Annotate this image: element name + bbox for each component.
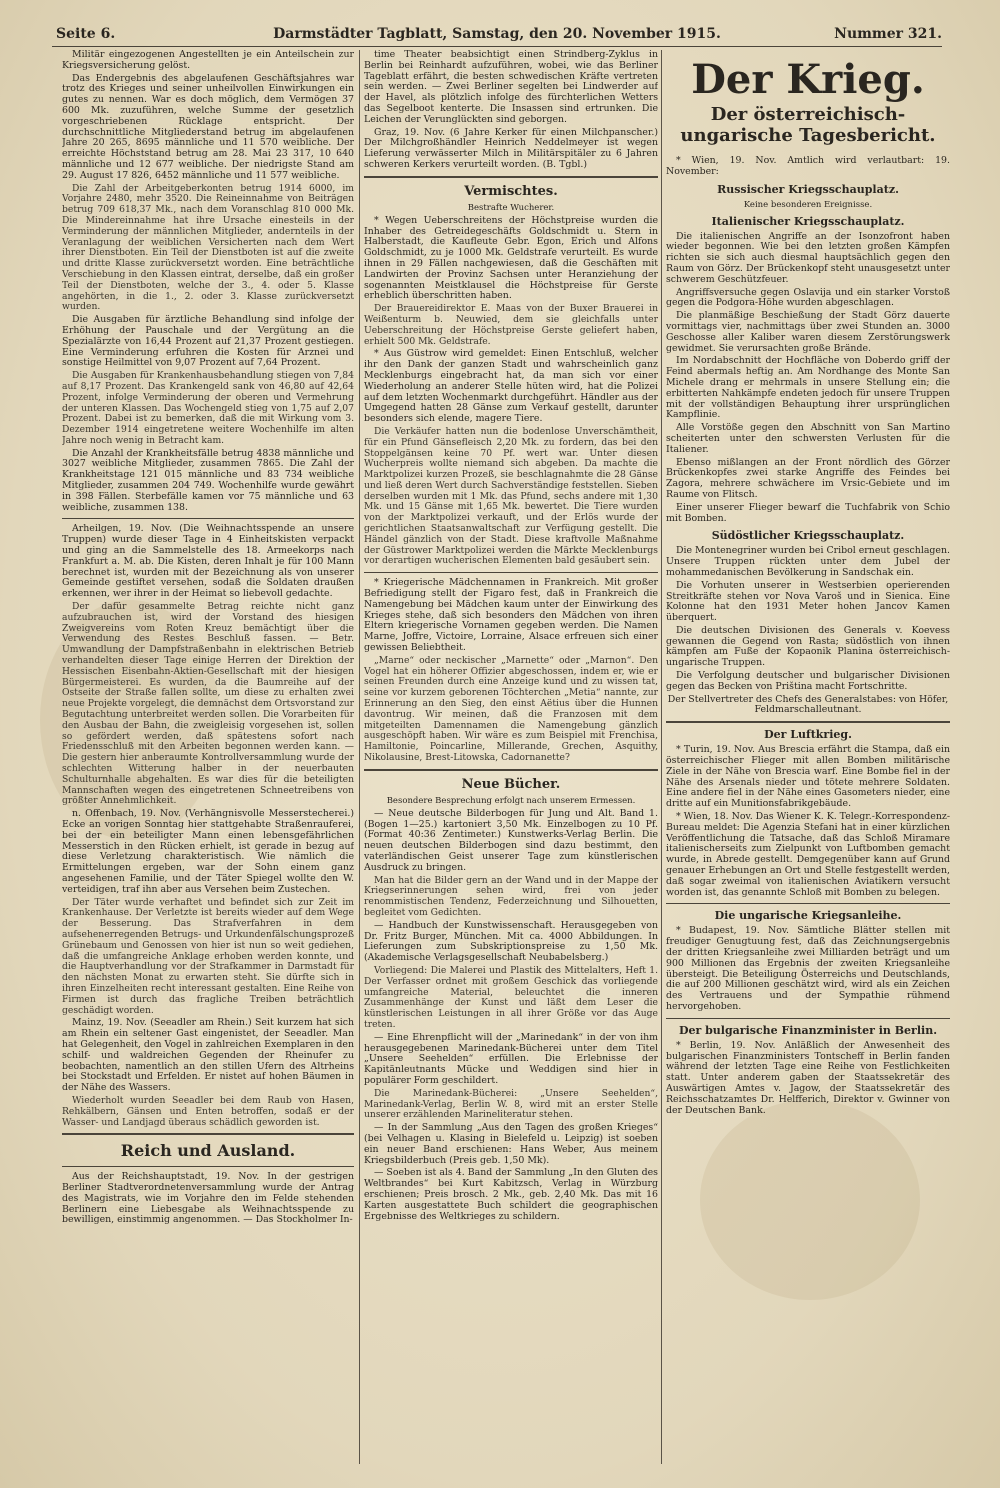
section-heading: Russischer Kriegsschauplatz.	[717, 182, 899, 196]
section-heading: Südöstlicher Kriegsschauplatz.	[711, 529, 905, 543]
article-text: Die Verfolgung deutscher und bulgarischer Divisionen gegen das Becken von Priština macht Fortschritte.	[666, 670, 950, 692]
article-text: Angriffsversuche gegen Oslavija und ein starker Vorstoß gegen die Podgora-Höhe wurden abgeschlagen.	[666, 286, 950, 309]
article-text: * Wien, 18. Nov. Das Wiener K. K. Telegr.-Korrespondenz-Bureau meldet: Die Agenzia Stefani hat in einer kürzlichen Veröffentlichung die Tatsache, daß das Schloß Miramare italienischerseits zum Zielpunkt von Luftbomben gemacht wurde, in Abrede gestellt. Demgegenüber kann auf Grund genauer Erhebungen an Ort und Stelle festgestellt werden, daß sogar zweimal von italienischen Aviatikern versucht worden ist, das genannte Schloß mit Bomben zu belegen.	[666, 811, 950, 898]
article-text: Die italienischen Angriffe an der Isonzofront haben wieder begonnen. Wie bei den letzten großen Kämpfen richten sie sich auch diesmal hauptsächlich gegen den Raum von Görz. Der Brückenkopf steht unausgesetzt unter schwerem Geschützfeuer.	[666, 230, 950, 285]
article-text: Graz, 19. Nov. (6 Jahre Kerker für einen Milchpanscher.) Der Milchgroßhändler Heinrich Neddelmeyer ist wegen Lieferung verwässerter Milch in Militärspitäler zu 6 Jahren schweren Kerkers verurteilt worden. (B. Tgbl.)	[364, 126, 658, 170]
article-text: * Budapest, 19. Nov. Sämtliche Blätter stellen mit freudiger Genugtuung fest, daß das Zeichnungsergebnis der dritten Kriegsanleihe zwei Milliarden beträgt und um 900 Millionen das Ergebnis der zweiten Kriegsanleihe übersteigt. Die Beteiligung Österreichs und Deutschlands, die auf 200 Millionen geschätzt wird, wird als ein Zeichen des Vertrauens und der Sympathie rühmend hervorgehoben.	[666, 925, 950, 1012]
article-text: time Theater beabsichtigt einen Strindberg-Zyklus in Berlin bei Reinhardt aufzuführen, wobei, wie das Berliner Tageblatt erfährt, die besten schwedischen Kräfte vertreten sein werden. — Zwei Berliner segelten bei Lindwerder auf der Havel, als plötzlich infolge des fürchterlichen Wetters das Segelboot kenterte. Die Insassen sind ertrunken. Die Leichen der Verunglückten sind geborgen.	[364, 50, 658, 125]
column-rule	[359, 50, 360, 1464]
section-heading: Vermischtes.	[464, 183, 558, 199]
article-text: * Berlin, 19. Nov. Anläßlich der Anwesenheit des bulgarischen Finanzministers Tontscheff in Berlin fanden während der letzten Tage eine Reihe von Festlichkeiten statt. Unter anderem gaben der Staatssekretär des Auswärtigen Amtes v. Jagow, der Staatssekretär des Reichsschatzamtes Dr. Helfferich, Direktor v. Gwinner von der Deutschen Bank.	[666, 1039, 950, 1116]
article-text: Mainz, 19. Nov. (Seeadler am Rhein.) Seit kurzem hat sich am Rhein ein seltener Gast eingenistet, der Seeadler. Man hat Gelegenheit, den Vogel in zahlreichen Exemplaren in den schilf- und waldreichen Gegenden der Rheinufer zu beobachten, namentlich an den stillen Ufern des Altrheins bei Stockstadt und Erfelden. Er nistet auf hohen Bäumen in der Nähe des Wassers.	[62, 1017, 354, 1094]
article-text: — Handbuch der Kunstwissenschaft. Herausgegeben von Dr. Fritz Burger, München. Mit ca. 4000 Abbildungen. In Lieferungen zum Subskriptionspreise zu 1,50 Mk. (Akademische Verlagsgesellschaft Neubabelsberg.)	[364, 919, 658, 964]
article-text: Im Nordabschnitt der Hochfläche von Doberdo griff der Feind abermals heftig an. Am Nordhange des Monte San Michele drang er mehrmals in unsere Stellung ein; die erbitterten Nahkämpfe endeten jedoch für unsere Truppen mit der vollständigen Behauptung ihrer ursprünglichen Kampflinie.	[666, 355, 950, 421]
article-text: — Neue deutsche Bilderbogen für Jung und Alt. Band 1. (Bogen 1—25.) kartoniert 3,50 Mk. Einzelbogen zu 10 Pf. (Format 40:36 Zentimeter.) Kunstwerks-Verlag Berlin. Die neuen deutschen Bilderbogen sind dazu bestimmt, den vaterländischen Geist unserer Tage zum künstlerischen Ausdruck zu bringen.	[364, 807, 658, 873]
filler-text: Die Ausgaben für Krankenhausbehandlung stiegen von 7,84 auf 8,17 Prozent. Das Krankengeld sank von 46,80 auf 42,64 Prozent, infolge Verminderung der oberen und Vermehrung der unteren Klassen. Das Wochengeld stieg von 1,75 auf 2,07 Prozent. Dabei ist zu bemerken, daß die mit Wirkung vom 3. Dezember 1914 eingetretene weitere Wochenhilfe im alten Jahre noch wenig in Betracht kam.	[62, 370, 354, 446]
article-text: Einer unserer Flieger bewarf die Tuchfabrik von Schio mit Bomben.	[666, 501, 950, 524]
column-2	[364, 50, 658, 1468]
page-number: Seite 6.	[56, 26, 116, 42]
article-text: Arheilgen, 19. Nov. (Die Weihnachtsspende an unsere Truppen) wurde dieser Tage in 4 Einheitskisten verpackt und ging an die Sammelstelle des 18. Armeekorps nach Frankfurt a. M. ab. Die Kisten, deren Inhalt je für 100 Mann berechnet ist, wurden mit der Bezeichnung als von unserer Gemeinde gestiftet versehen, sodaß die Soldaten draußen erkennen, wer ihrer in der Heimat so liebevoll gedachte.	[62, 523, 354, 600]
page-headline: Der Krieg.	[691, 56, 925, 103]
article-text: Die Vorhuten unserer in Westserbien operierenden Streitkräfte stehen vor Nova Varoš und in Sienica. Eine Kolonne hat den 1931 Meter hohen Jancov Kamen überquert.	[666, 579, 950, 624]
section-heading: Der Luftkrieg.	[764, 728, 852, 742]
separator	[364, 572, 658, 573]
article-text: Die Ausgaben für ärztliche Behandlung sind infolge der Erhöhung der Pauschale und der Vergütung an die Spezialärzte von 16,44 Prozent auf 21,37 Prozent gestiegen. Eine Verminderung erfuhren die Kosten für Arznei und sonstige Heilmittel von 9,07 Prozent auf 7,64 Prozent.	[62, 314, 354, 369]
article-text: Das Endergebnis des abgelaufenen Geschäftsjahres war trotz des Krieges und seiner unheilvollen Einwirkungen ein gutes zu nennen. War es doch möglich, dem Vermögen 37 600 Mk. zuzuführen, welche Summe der gesetzlich vorgeschriebenen Rücklage entspricht. Der durchschnittliche Mitgliederstand betrug im abgelaufenen Jahre 20 265, 8695 männliche und 11 570 weibliche. Der erreichte Höchststand betrug am 28. Mai 23 317, 10 640 männliche und 12 677 weibliche. Der niedrigste Stand am 29. August 17 826, 6452 männliche und 11 577 weibliche.	[62, 72, 354, 181]
article-text: n. Offenbach, 19. Nov. (Verhängnisvolle Messerstecherei.) Ecke an vorigen Sonntag hier stattgehabte Straßenrauferei, bei der ein beteiligter Mann einen lebensgefährlichen Messerstich in den Rücken erhielt, ist gerade in bezug auf diese Verletzung charakteristisch. Wie nämlich die Ermittelungen ergeben, war der Sohn einem ganz angesehenen Familie, und der Täter Spiegel wollte den W. verteidigen, traf ihn aber aus Versehen beim Zustechen.	[62, 808, 354, 895]
separator	[666, 721, 950, 723]
subheading: Besondere Besprechung erfolgt nach unserem Ermessen.	[386, 795, 636, 806]
filler-text: Vorliegend: Die Malerei und Plastik des Mittelalters, Heft 1. Der Verfasser ordnet mit großem Geschick das vorliegende umfangreiche Material, beleuchtet die inneren Zusammenhänge der Kunst und läßt dem Leser die künstlerischen Leistungen in all ihrer Größe vor das Auge treten.	[364, 964, 658, 1030]
separator	[666, 903, 950, 904]
article-text: Militär eingezogenen Angestellten je ein Anteilschein zur Kriegsversicherung gelöst.	[62, 50, 354, 71]
article-text: Alle Vorstöße gegen den Abschnitt von San Martino scheiterten unter den schwersten Verlusten für die Italiener.	[666, 422, 950, 455]
article-text: * Turin, 19. Nov. Aus Brescia erfährt die Stampa, daß ein österreichischer Flieger mit allen Bomben militärische Ziele in der Nähe von Brescia warf. Eine Bombe fiel in der Nähe des Arsenals nieder und tötete mehrere Soldaten. Eine andere fiel in der Nähe eines Gasometers nieder, eine dritte auf ein Munitionsfabrikgebäude.	[666, 744, 950, 810]
subheading: Bestrafte Wucherer.	[467, 202, 555, 213]
separator	[364, 769, 658, 771]
filler-text: Man hat die Bilder gern an der Wand und in der Mappe der Kriegserinnerungen sehen wird, frei von jeder renommistischen Tendenz, Federzeichnung und Silhouetten, begleitet vom Gedichten.	[364, 874, 658, 918]
section-heading: Neue Bücher.	[461, 776, 561, 792]
article-text: — Eine Ehrenpflicht will der „Marinedank“ in der von ihm herausgegebenen Marinedank-Bücherei unter dem Titel „Unsere Seehelden“ erfüllen. Die Erlebnisse der Kapitänleutnants Mücke und Weddigen sind hier in populärer Form geschildert.	[364, 1031, 658, 1086]
filler-text: Der dafür gesammelte Betrag reichte nicht ganz aufzubrauchen ist, wird der Vorstand des hiesigen Zweigvereins vom Roten Kreuz bemächtigt über die Verwendung des Restes Beschluß fassen. — Betr. Umwandlung der Dampfstraßenbahn in elektrischen Betrieb verhandelten dieser Tage einige Herren der Direktion der Hessischen Eisenbahn-Aktien-Gesellschaft mit der hiesigen Bürgermeisterei. Es wurden, da die Baumreihe auf der Ostseite der Straße fallen sollte, um diese zu erhalten zwei neue Projekte vorgelegt, die demnächst dem Ortsvorstand zur Begutachtung unterbreitet werden sollen. Die Vorarbeiten für den Ausbau der Bahn, die zweigleisig vorgesehen ist, sollen so gefördert werden, daß spätestens sofort nach Friedensschluß mit den Arbeiten begonnen werden kann. — Die gestern hier anberaumte Kontrollversammlung wurde der schlechten Witterung halber in der neuerbauten Schulturnhalle abgehalten. Es war dies für die beteiligten Mannschaften wegen des eingetretenen Schneetreibens von größter Annehmlichkeit.	[62, 601, 354, 807]
section-heading: Der bulgarische Finanzminister in Berlin.	[678, 1023, 938, 1037]
article-text: Die Anzahl der Krankheitsfälle betrug 4838 männliche und 3027 weibliche Mitglieder, zusammen 7865. Die Zahl der Krankheitstage 121 015 männliche und 83 734 weibliche Mitglieder, zusammen 204 749. Wochenhilfe wurde gewährt in 398 Fällen. Sterbefälle kamen vor 75 männliche und 63 weibliche, zusammen 138.	[62, 447, 354, 513]
filler-text: Der Täter wurde verhaftet und befindet sich zur Zeit im Krankenhause. Der Verletzte ist bereits wieder auf dem Wege der Besserung. Das Strafverfahren in dem aufsehenerregenden Betrugs- und Urkundenfälschungsprozeß Grünebaum und Genossen von hier ist nun so weit gediehen, daß die umfangreiche Anklage erhoben werden konnte, und die Hauptverhandlung vor der Strafkammer in Darmstadt für den nächsten Monat zu erwarten steht. Sie dürfte sich in ihren Einzelheiten recht interessant gestalten. Eine Reihe von Firmen ist durch das fragliche Treiben beträchtlich geschädigt worden.	[62, 896, 354, 1016]
article-text: — Soeben ist als 4. Band der Sammlung „In den Gluten des Weltbrandes“ bei Kurt Kabitzsch, Verlag in Würzburg erschienen; Preis brosch. 2 Mk., geb. 2,40 Mk. Das mit 16 Karten ausgestattete Buch schildert die geographischen Ergebnisse des Weltkrieges zu schildern.	[364, 1167, 658, 1222]
filler-text: Der Brauereidirektor E. Maas von der Buxer Brauerei in Weißenturm b. Neuwied, dem sie gleichfalls unter Ueberschreitung der Höchstpreise Gerste geliefert haben, erhielt 500 Mk. Geldstrafe.	[364, 303, 658, 347]
article-text: Die deutschen Divisionen des Generals v. Koevess gewannen die Gegend von Rasta; südöstlich von ihnen kämpfen am Fuße der Kopaonik Planina österreichisch-ungarische Truppen.	[666, 624, 950, 669]
newspaper-title: Darmstädter Tagblatt, Samstag, den 20. November 1915.	[273, 26, 721, 42]
separator	[62, 1133, 354, 1135]
filler-text: Die Marinedank-Bücherei: „Unsere Seehelden“, Marinedank-Verlag, Berlin W. 8, wird mit an erster Stelle unserer erzählenden Marineliteratur stehen.	[364, 1087, 658, 1121]
issue-number: Nummer 321.	[834, 26, 942, 42]
column-1	[62, 50, 354, 1468]
separator	[62, 1166, 354, 1167]
section-heading: Italienischer Kriegsschauplatz.	[711, 214, 905, 228]
separator	[364, 176, 658, 178]
column-rule	[661, 50, 662, 1464]
article-text: * Aus Güstrow wird gemeldet: Einen Entschluß, welcher ihr den Dank der ganzen Stadt und wahrscheinlich ganz Mecklenburgs eingebracht hat, da man sich vor einer Wiederholung an anderer Stelle hüten wird, hat die Polizei auf dem letzten Wochenmarkt durchgeführt. Händler aus der Umgegend hatten 28 Gänse zum Verkauf gestellt, darunter besonders sich elende, magere Tiere.	[364, 348, 658, 425]
filler-text: „Marne“ oder neckischer „Marnette“ oder „Marnon“. Den Vogel hat ein höherer Offizier abgeschossen, indem er, wie er seinen Freunden durch eine Anzeige kund und zu wissen tat, seine vor kurzem geborenen Töchterchen „Metia“ nannte, zur Erinnerung an den Sieg, den einst Aëtius über die Hunnen davontrug. Wir meinen, daß die Franzosen mit dem mitgeteilten Damennamen die Namengebung gänzlich ausgeschöpft haben. Wir wäre es zum Beispiel mit Frenchisa, Hamiltonie, Poincarline, Millerande, Grechen, Asquithy, Nikolausine, Brest-Litowska, Cadornanette?	[364, 654, 658, 764]
dateline: * Wien, 19. Nov. Amtlich wird verlautbart: 19. November:	[666, 155, 950, 177]
section-heading: Die ungarische Kriegsanleihe.	[714, 909, 902, 923]
section-note: Keine besonderen Ereignisse.	[743, 199, 873, 210]
article-text: Die Montenegriner wurden bei Cribol erneut geschlagen. Unsere Truppen rückten unter dem Jubel der mohammedanischen Bevölkerung in Sandschak ein.	[666, 545, 950, 578]
headline-subtitle: Der österreichisch-ungarische Tagesbericht.	[680, 104, 936, 146]
column-3	[666, 50, 950, 1468]
filler-text: Die Zahl der Arbeitgeberkonten betrug 1914 6000, im Vorjahre 2480, mehr 3520. Die Reineinnahme von Beiträgen betrug 709 618,37 Mk., nach dem Voranschlag 810 000 Mk. Die Mindereinnahme hat ihre Ursache einesteils in der Verminderung der männlichen Mitglieder, andernteils in der Veranlagung der weiblichen Versicherten nach dem Wert ihrer Dienstboten. Ein Teil der Dienstboten ist auf die zweite und dritte Klasse zurückversetzt worden. Eine beträchtliche Verschiebung in den Klassen eintrat, derselbe, daß ein großer Teil der Dienstboten, welche der 3., 4. oder 5. Klasse angehörten, in die 1., 2. oder 3. Klasse zurückversetzt wurden.	[62, 182, 354, 313]
filler-text: Die Verkäufer hatten nun die bodenlose Unverschämtheit, für ein Pfund Gänsefleisch 2,20 Mk. zu fordern, das bei den Stoppelgänsen keine 70 Pf. wert war. Unter diesen Wucherpreis wollte niemand sich abgeben. Da machte die Marktpolizei kurzen Prozeß, sie beschlagnahmte die 28 Gänse und ließ deren Wert durch Sachverständige feststellen. Sieben derselben wurden mit 1 Mk. das Pfund, sechs andere mit 1,30 Mk. und 15 Gänse mit 1,65 Mk. bewertet. Die Tiere wurden von der Marktpolizei verkauft, und der Erlös wurde der gerichtlichen Staatsanwaltschaft zur Verfügung gestellt. Die Händel gänzlich von der Stadt. Diese kraftvolle Maßnahme der Güstrower Marktpolizei werden die Märkte Mecklenburgs vor derartigen wucherischen Elementen bald gesäubert sein.	[364, 425, 658, 567]
masthead	[52, 26, 942, 47]
article-text: Aus der Reichshauptstadt, 19. Nov. In der gestrigen Berliner Stadtverordnetenversammlung wurde der Antrag des Magistrats, wie im Vorjahre den im Felde stehenden Berlinern eine Liebesgabe als Weihnachtsspende zu bewilligen, einstimmig angenommen. — Das Stockholmer In-	[62, 1171, 354, 1226]
section-heading: Reich und Ausland.	[120, 1141, 296, 1161]
article-text: * Wegen Ueberschreitens der Höchstpreise wurden die Inhaber des Getreidegeschäfts Goldschmidt u. Stern in Halberstadt, die Kaufleute Gebr. Egon, Erich und Alfons Goldschmidt, zu je 1000 Mk. Geldstrafe verurteilt. Es wurde ihnen in 29 Fällen nachgewiesen, daß die Geschäften mit Landwirten der Provinz Sachsen unter Heranziehung der sogenannten Meistklausel die Höchstpreise für Gerste erheblich überschritten haben.	[364, 214, 658, 302]
filler-text: Wiederholt wurden Seeadler bei dem Raub von Hasen, Rehkälbern, Gänsen und Enten betroffen, sodaß er der Wasser- und Landjagd überaus schädlich geworden ist.	[62, 1094, 354, 1128]
separator	[666, 1018, 950, 1019]
signature: Der Stellvertreter des Chefs des Generalstabes: von Höfer, Feldmarschalleutnant.	[667, 693, 949, 716]
article-text: Die planmäßige Beschießung der Stadt Görz dauerte vormittags vier, nachmittags über zwei Stunden an. 3000 Geschosse aller Kaliber waren diesem Zerstörungswerk gewidmet. Sie verursachten große Brände.	[666, 310, 950, 354]
separator	[62, 518, 354, 519]
article-text: — In der Sammlung „Aus den Tagen des großen Krieges“ (bei Velhagen u. Klasing in Bielefeld u. Leipzig) ist soeben ein neuer Band erschienen: Hans Weber, Aus meinem Kriegsbilderbuch (Preis geb. 1,50 Mk).	[364, 1122, 658, 1166]
article-text: Ebenso mißlangen an der Front nördlich des Görzer Brückenkopfes zwei starke Angriffe des Feindes bei Zagora, mehrere schwächere im Vrsic-Gebiete und im Raume von Flitsch.	[666, 456, 950, 500]
article-text: * Kriegerische Mädchennamen in Frankreich. Mit großer Befriedigung stellt der Figaro fest, daß in Frankreich die Namengebung bei Mädchen kaum unter der Einwirkung des Krieges stehe, daß sich besonders den Mädchen von ihren Eltern kriegerische Vornamen gegeben werden. Die Namen Marne, Joffre, Victoire, Lorraine, Alsace erfreuen sich einer gewissen Beliebtheit.	[364, 577, 658, 654]
